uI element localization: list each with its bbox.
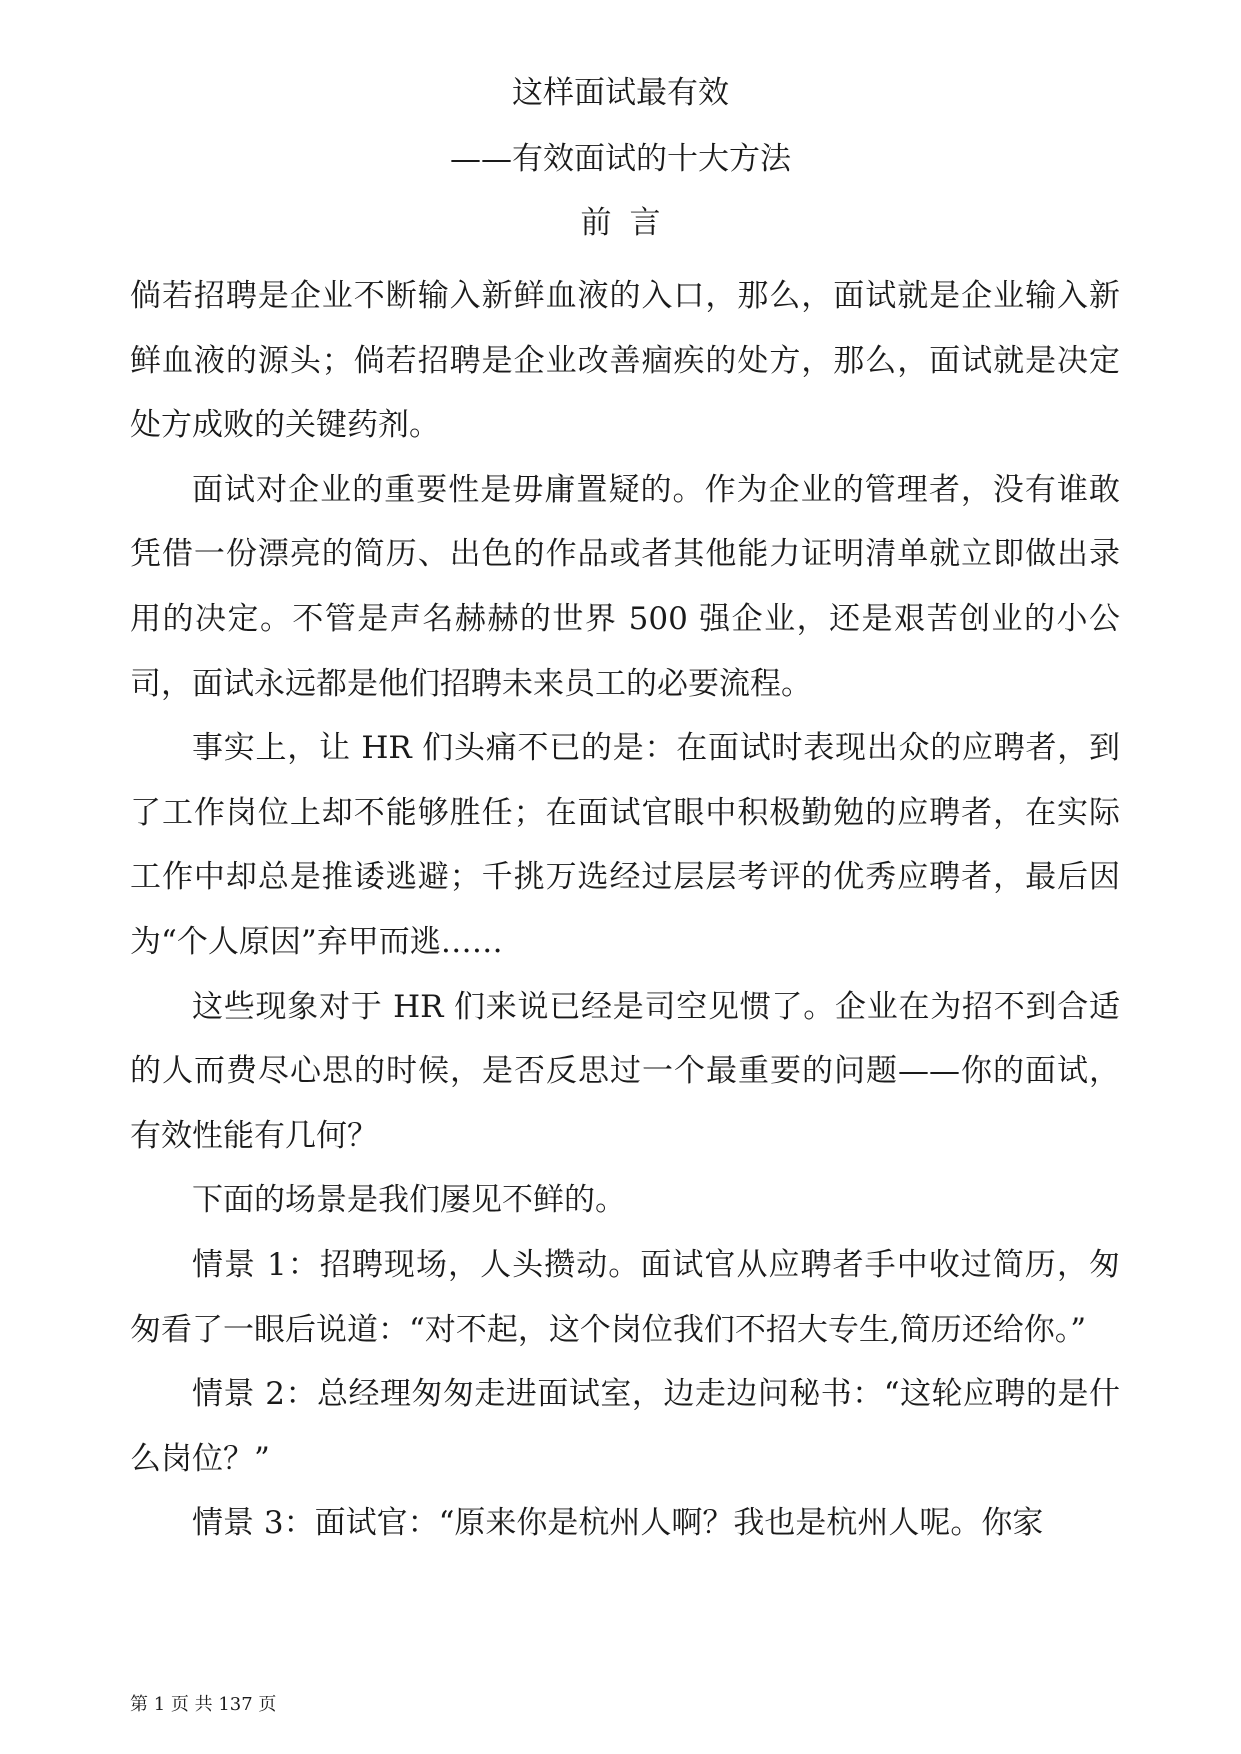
paragraph-5: 下面的场景是我们屡见不鲜的。	[192, 1182, 626, 1219]
paragraph-7: 情景 2：总经理匆匆走进面试室，边走边问秘书：“这轮应聘的是什么岗位？”	[130, 1376, 1120, 1477]
page-footer: 第 1 页 共 137 页	[130, 1694, 277, 1715]
document-body	[130, 264, 1120, 1556]
paragraph-6: 情景 1：招聘现场，人头攒动。面试官从应聘者手中收过简历，匆匆看了一眼后说道：“对不起，这个岗位我们不招大专生,简历还给你。”	[130, 1246, 1120, 1348]
paragraph-2: 面试对企业的重要性是毋庸置疑的。作为企业的管理者，没有谁敢凭借一份漂亮的简历、出色的作品或者其他能力证明清单就立即做出录用的决定。不管是声名赫赫的世界 500 强企业，还是艰苦创业的小公司，面试永远都是他们招聘未来员工的必要流程。	[130, 471, 1120, 702]
paragraph-4: 这些现象对于 HR 们来说已经是司空见惯了。企业在为招不到合适的人而费尽心思的时候，是否反思过一个最重要的问题——你的面试，有效性能有几何？	[130, 988, 1120, 1154]
paragraph-1: 倘若招聘是企业不断输入新鲜血液的入口，那么，面试就是企业输入新鲜血液的源头；倘若招聘是企业改善痼疾的处方，那么，面试就是决定处方成败的关键药剂。	[130, 278, 1120, 444]
document-subtitle: ——有效面试的十大方法	[450, 141, 791, 177]
paragraph-3: 事实上，让 HR 们头痛不已的是：在面试时表现出众的应聘者，到了工作岗位上却不能够胜任；在面试官眼中积极勤勉的应聘者，在实际工作中却总是推诿逃避；千挑万选经过层层考评的优秀应聘者，最后因为“个人原因”弃甲而逃……	[130, 730, 1120, 960]
document-title: 这样面试最有效	[512, 75, 729, 111]
section-heading: 前言	[580, 205, 679, 241]
paragraph-8: 情景 3：面试官：“原来你是杭州人啊？我也是杭州人呢。你家	[192, 1505, 1044, 1542]
